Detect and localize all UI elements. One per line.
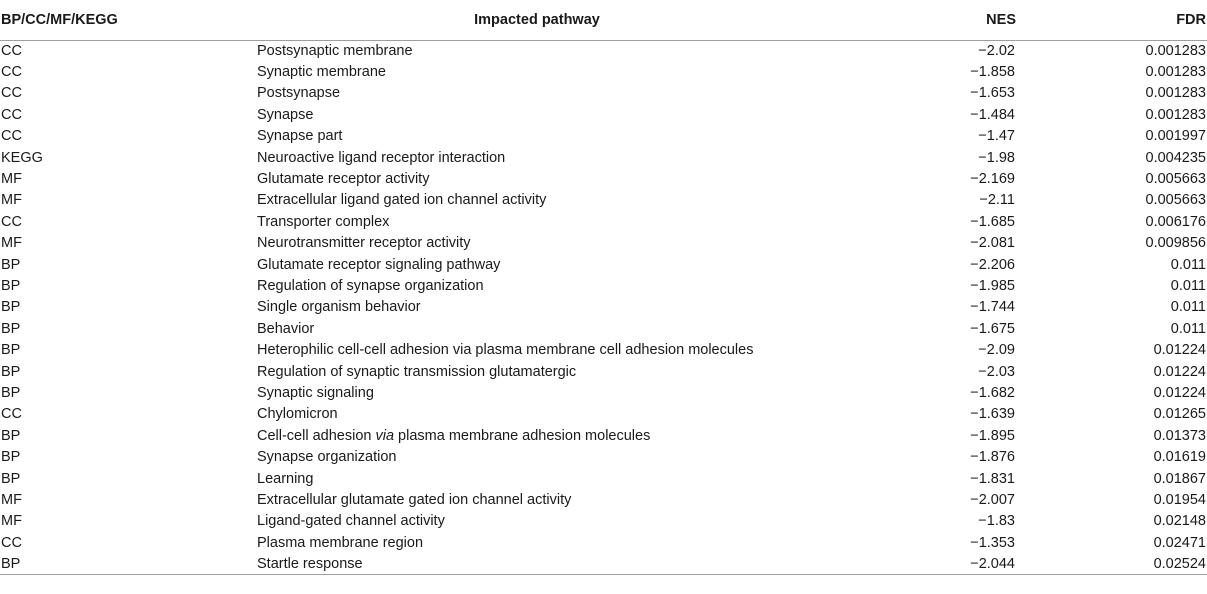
cell-category: BP <box>1 299 21 316</box>
cell-pathway: Ligand-gated channel activity <box>257 513 445 530</box>
pathway-text-start: Cell-cell adhesion <box>257 427 376 444</box>
cell-pathway: Synapse organization <box>257 449 397 466</box>
cell-category: BP <box>1 256 21 273</box>
cell-category: BP <box>0 553 257 574</box>
cell-fdr: 0.001997 <box>1145 128 1206 145</box>
cell-nes: −1.353 <box>970 534 1015 551</box>
cell-category: CC <box>1 85 22 102</box>
cell-category: CC <box>1 42 22 59</box>
cell-pathway: Single organism behavior <box>257 299 421 316</box>
cell-pathway: Postsynaptic membrane <box>257 42 413 59</box>
cell-category: MF <box>1 513 22 530</box>
cell-fdr: 0.01619 <box>1153 449 1206 466</box>
header-nes: NES <box>857 0 1036 40</box>
table-row <box>0 425 1207 446</box>
cell-pathway: Plasma membrane region <box>257 534 424 551</box>
table-row <box>0 468 1207 489</box>
table-row <box>0 446 1207 467</box>
cell-fdr: 0.001283 <box>1145 106 1206 123</box>
table-row <box>0 233 1207 254</box>
cell-category: BP <box>1 384 21 401</box>
table-row <box>0 361 1207 382</box>
table-row <box>0 254 1207 275</box>
table-row <box>0 382 1207 403</box>
cell-nes: −1.858 <box>970 64 1015 81</box>
cell-category: CC <box>1 213 22 230</box>
cell-pathway: Extracellular glutamate gated ion channel activity <box>257 491 572 508</box>
cell-nes: −1.895 <box>970 427 1015 444</box>
table-row <box>0 297 1207 318</box>
cell-category: CC <box>1 534 22 551</box>
cell-pathway: Behavior <box>257 320 315 337</box>
table-row <box>0 532 1207 553</box>
cell-category: MF <box>1 491 22 508</box>
cell-nes: −2.169 <box>970 171 1015 188</box>
cell-fdr: 0.011 <box>1170 277 1206 294</box>
pathway-text-italic: via <box>375 427 395 444</box>
header-fdr: FDR <box>1036 0 1207 40</box>
table-row <box>0 61 1207 82</box>
cell-fdr: 0.01867 <box>1153 470 1206 487</box>
cell-category: MF <box>1 235 22 252</box>
cell-pathway: Regulation of synapse organization <box>257 277 484 294</box>
header-pathway: Impacted pathway <box>257 0 857 40</box>
table-row <box>0 275 1207 296</box>
cell-pathway: Postsynapse <box>257 85 341 102</box>
cell-pathway: Regulation of synaptic transmission glutamatergic <box>257 363 577 380</box>
cell-fdr: 0.001283 <box>1145 85 1206 102</box>
table-row <box>0 190 1207 211</box>
table-row <box>0 404 1207 425</box>
cell-nes: −2.11 <box>979 192 1015 209</box>
cell-nes: −2.02 <box>978 42 1015 59</box>
cell-category: BP <box>1 320 21 337</box>
cell-fdr: 0.006176 <box>1145 213 1206 230</box>
table-row <box>0 40 1207 61</box>
cell-nes: −2.044 <box>857 553 1036 574</box>
table-row <box>0 511 1207 532</box>
table-row <box>0 339 1207 360</box>
cell-nes: −2.007 <box>970 491 1015 508</box>
cell-category: BP <box>1 449 21 466</box>
cell-nes: −1.685 <box>970 213 1015 230</box>
cell-nes: −1.675 <box>970 320 1015 337</box>
cell-nes: −1.484 <box>970 106 1015 123</box>
header-row <box>0 0 1207 40</box>
header-category: BP/CC/MF/KEGG <box>0 0 257 40</box>
cell-nes: −2.03 <box>978 363 1015 380</box>
cell-pathway: Chylomicron <box>257 406 338 423</box>
cell-category: BP <box>1 277 21 294</box>
table-row <box>0 126 1207 147</box>
table-row <box>0 553 1207 574</box>
cell-nes: −2.09 <box>978 342 1015 359</box>
cell-pathway: Synapse part <box>257 128 343 145</box>
cell-fdr: 0.01224 <box>1153 342 1206 359</box>
cell-fdr: 0.02148 <box>1153 513 1206 530</box>
pathway-text-end: plasma membrane adhesion molecules <box>394 427 651 444</box>
cell-pathway: Synaptic signaling <box>257 384 374 401</box>
cell-pathway: Synapse <box>257 106 314 123</box>
cell-category: BP <box>1 342 21 359</box>
cell-nes: −1.744 <box>970 299 1015 316</box>
cell-category: BP <box>1 363 21 380</box>
cell-category: BP <box>1 427 21 444</box>
cell-fdr: 0.001283 <box>1145 42 1206 59</box>
table-row <box>0 147 1207 168</box>
cell-pathway: Learning <box>257 470 314 487</box>
cell-pathway: Transporter complex <box>257 213 390 230</box>
cell-category: CC <box>1 64 22 81</box>
cell-nes: −1.83 <box>978 513 1015 530</box>
cell-category: MF <box>1 171 22 188</box>
cell-fdr: 0.001283 <box>1145 64 1206 81</box>
table-row <box>0 318 1207 339</box>
cell-nes: −1.47 <box>978 128 1015 145</box>
table-row <box>0 83 1207 104</box>
cell-fdr: 0.01265 <box>1153 406 1206 423</box>
cell-nes: −1.682 <box>970 384 1015 401</box>
table-header <box>0 0 1207 40</box>
cell-nes: −1.831 <box>970 470 1015 487</box>
cell-category: BP <box>1 470 21 487</box>
cell-category: CC <box>1 106 22 123</box>
table-body <box>0 40 1207 575</box>
cell-category: CC <box>1 128 22 145</box>
cell-fdr: 0.011 <box>1170 320 1206 337</box>
cell-nes: −1.639 <box>970 406 1015 423</box>
cell-pathway: Extracellular ligand gated ion channel activity <box>257 192 547 209</box>
cell-pathway: Synaptic membrane <box>257 64 386 81</box>
cell-fdr: 0.01373 <box>1153 427 1206 444</box>
cell-pathway: Glutamate receptor signaling pathway <box>257 256 501 273</box>
cell-nes: −1.653 <box>970 85 1015 102</box>
cell-fdr: 0.005663 <box>1145 171 1206 188</box>
cell-category: KEGG <box>1 149 43 166</box>
cell-fdr: 0.01954 <box>1153 491 1206 508</box>
cell-fdr: 0.01224 <box>1153 363 1206 380</box>
cell-fdr: 0.009856 <box>1145 235 1206 252</box>
cell-nes: −2.206 <box>970 256 1015 273</box>
table-row <box>0 104 1207 125</box>
cell-category: CC <box>1 406 22 423</box>
cell-fdr: 0.01224 <box>1153 384 1206 401</box>
cell-pathway: Neurotransmitter receptor activity <box>257 235 471 252</box>
cell-pathway: Startle response <box>257 553 857 574</box>
table-row <box>0 211 1207 232</box>
cell-fdr: 0.011 <box>1170 256 1206 273</box>
cell-pathway: Glutamate receptor activity <box>257 171 430 188</box>
cell-nes: −1.985 <box>970 277 1015 294</box>
cell-pathway: Neuroactive ligand receptor interaction <box>257 149 506 166</box>
table-row <box>0 489 1207 510</box>
cell-fdr: 0.02524 <box>1036 553 1207 574</box>
cell-fdr: 0.011 <box>1170 299 1206 316</box>
cell-fdr: 0.02471 <box>1153 534 1206 551</box>
cell-nes: −1.98 <box>978 149 1015 166</box>
table-row <box>0 168 1207 189</box>
cell-pathway: Heterophilic cell-cell adhesion via plasma membrane cell adhesion molecules <box>257 342 754 359</box>
cell-nes: −1.876 <box>970 449 1015 466</box>
cell-category: MF <box>1 192 22 209</box>
cell-pathway <box>257 425 857 446</box>
cell-nes: −2.081 <box>970 235 1015 252</box>
cell-fdr: 0.005663 <box>1145 192 1206 209</box>
cell-fdr: 0.004235 <box>1145 149 1206 166</box>
